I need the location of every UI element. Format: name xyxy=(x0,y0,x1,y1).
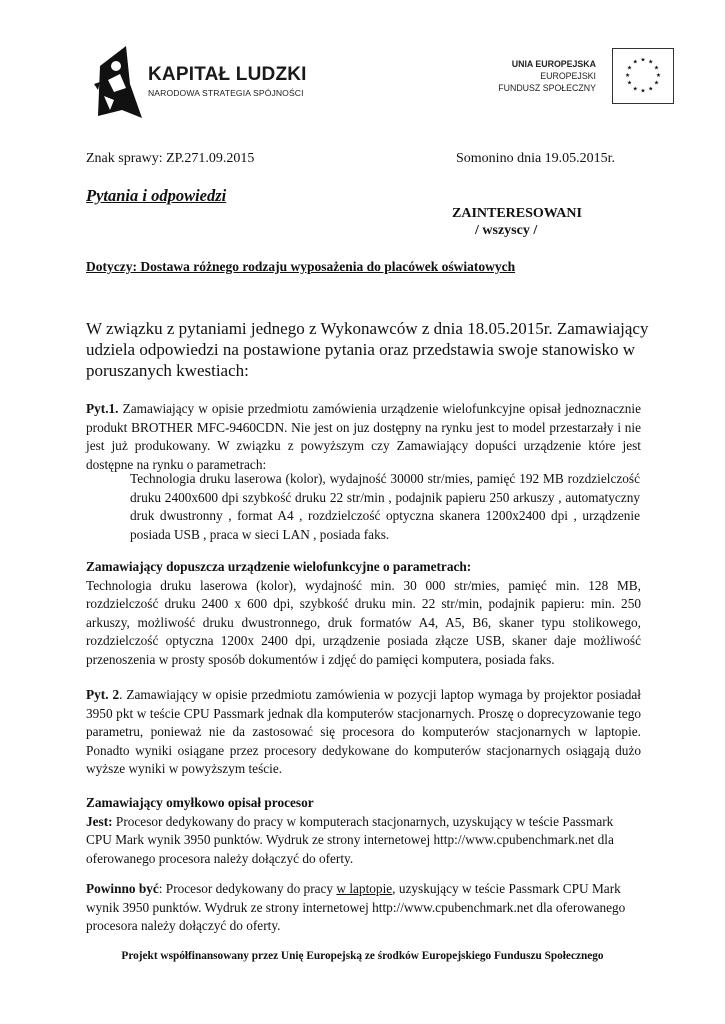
logo-title: KAPITAŁ LUDZKI xyxy=(148,64,307,85)
answer-1-text: Technologia druku laserowa (kolor), wydajność min. 30 000 str/mies, pamięć min. 128 MB, rozdzielczość druku 2400 x 600 dpi, szybkość druku min. 22 str/min, podajnik papieru: min. 250 arkuszy, możliwość druku dwustronnego, druk formatów A4, A5, B6, skaner typu stolikowego, rozdzielczość optyczna 1200x 2400 dpi, urządzenie posiada złącze USB, skaner daje możliwość przenoszenia w prosty sposób dokumentów i zdjęć do pamięci komputera, posiada faks. xyxy=(86,577,641,667)
case-reference: Znak sprawy: ZP.271.09.2015 xyxy=(86,151,255,166)
svg-text:★: ★ xyxy=(648,59,654,66)
answer-2-should-label: Powinno być xyxy=(86,881,159,896)
document-title: Pytania i odpowiedzi xyxy=(86,186,227,205)
eu-fund-label xyxy=(480,58,596,94)
eu-line-1: UNIA EUROPEJSKA xyxy=(511,59,596,69)
answer-2-should-text-2: , uzyskujący w teście Passmark CPU Mark wynik 3950 punktów. Wydruk ze strony internetowej http://www.cpubenchmark.net dla oferowanego procesora należy dołączyć do oferty. xyxy=(86,881,626,934)
answer-1-heading: Zamawiający dopuszcza urządzenie wielofunkcyjne o parametrach: xyxy=(86,559,472,574)
answer-2-is-label: Jest: xyxy=(86,813,113,829)
eu-line-3: FUNDUSZ SPOŁECZNY xyxy=(498,83,596,93)
svg-text:★: ★ xyxy=(640,57,646,64)
answer-2-heading: Zamawiający omyłkowo opisał procesor xyxy=(86,795,314,810)
eu-flag-icon xyxy=(612,48,674,104)
subject-line: Dotyczy: Dostawa różnego rodzaju wyposażenia do placówek oświatowych xyxy=(86,259,516,274)
svg-text:★: ★ xyxy=(626,65,633,72)
svg-text:★: ★ xyxy=(624,72,631,79)
svg-text:★: ★ xyxy=(626,80,633,87)
logo-subtitle: NARODOWA STRATEGIA SPÓJNOŚCI xyxy=(148,88,304,98)
svg-text:★: ★ xyxy=(653,80,660,87)
svg-text:★: ★ xyxy=(648,86,654,93)
svg-text:★: ★ xyxy=(632,59,638,66)
answer-2 xyxy=(86,794,641,868)
eu-line-2: EUROPEJSKI xyxy=(540,71,596,81)
recipients: ZAINTERESOWANI xyxy=(452,206,582,221)
answer-2-should-text-1: : Procesor dedykowany do pracy xyxy=(158,881,337,896)
question-2 xyxy=(86,686,641,779)
intro-paragraph: W związku z pytaniami jednego z Wykonawców z dnia 18.05.2015r. Zamawiający udziela odpowiedzi na postawione pytania oraz przedstawia swoje stanowisko w poruszanych kwestiach: xyxy=(86,319,649,380)
question-1-params: Technologia druku laserowa (kolor), wydajność 30000 str/mies, pamięć 192 MB rozdzielczość druku 2400x600 dpi szybkość druku 22 str/min , podajnik papieru 250 arkuszy , automatyczny druk dwustronny , format A4 , rozdzielczość optyczna skanera 1200x2400 dpi , urządzenie posiada USB , praca w sieci LAN , posiada faks. xyxy=(130,471,640,542)
answer-2-should xyxy=(86,880,641,936)
answer-2-should-underlined: w laptopie xyxy=(336,881,393,896)
place-and-date: Somonino dnia 19.05.2015r. xyxy=(456,151,616,166)
recipients-sub: / wszyscy / xyxy=(475,223,538,238)
svg-text:★: ★ xyxy=(653,65,660,72)
question-2-text: . Zamawiający w opisie przedmiotu zamówienia w pozycji laptop wymaga by projektor posiadał 3950 pkt w teście CPU Passmark jednak dla komputerów stacjonarnych. Proszę o doprecyzowanie tego parametru, ponieważ nie da zastosować się procesora do komputerów stacjonarnych w laptopie. Ponadto wyniki osiągane przez procesory dedykowane do komputerów stacjonarnych osiągają dużo wyższe wyniki w powyższym teście. xyxy=(86,687,641,777)
answer-1 xyxy=(86,558,641,670)
question-1-label: Pyt.1. xyxy=(86,401,119,416)
question-1 xyxy=(86,400,641,474)
svg-text:★: ★ xyxy=(640,88,646,95)
footer-funding-note: Projekt współfinansowany przez Unię Europejską ze środków Europejskiego Funduszu Społecznego xyxy=(121,950,604,962)
answer-2-is-text: Procesor dedykowany do pracy w komputerach stacjonarnych, uzyskujący w teście Passmark CPU Mark wynik 3950 punktów. Wydruk ze strony internetowej http://www.cpubenchmark.net dla oferowanego procesora należy dołączyć do oferty. xyxy=(86,813,614,866)
answer-2-is xyxy=(86,813,641,869)
svg-text:★: ★ xyxy=(632,86,638,93)
question-2-label: Pyt. 2 xyxy=(86,687,120,702)
svg-text:★: ★ xyxy=(655,72,662,79)
question-1-text: Zamawiający w opisie przedmiotu zamówienia urządzenie wielofunkcyjne opisał jednoznacznie produkt BROTHER MFC-9460CDN. Nie jest on juz dostępny na rynku jest to model przestarzały i nie jest już produkowany. W związku z powyższym czy Zamawiający dopuści urządzenie które jest dostępne na rynku o parametrach: xyxy=(86,401,641,472)
